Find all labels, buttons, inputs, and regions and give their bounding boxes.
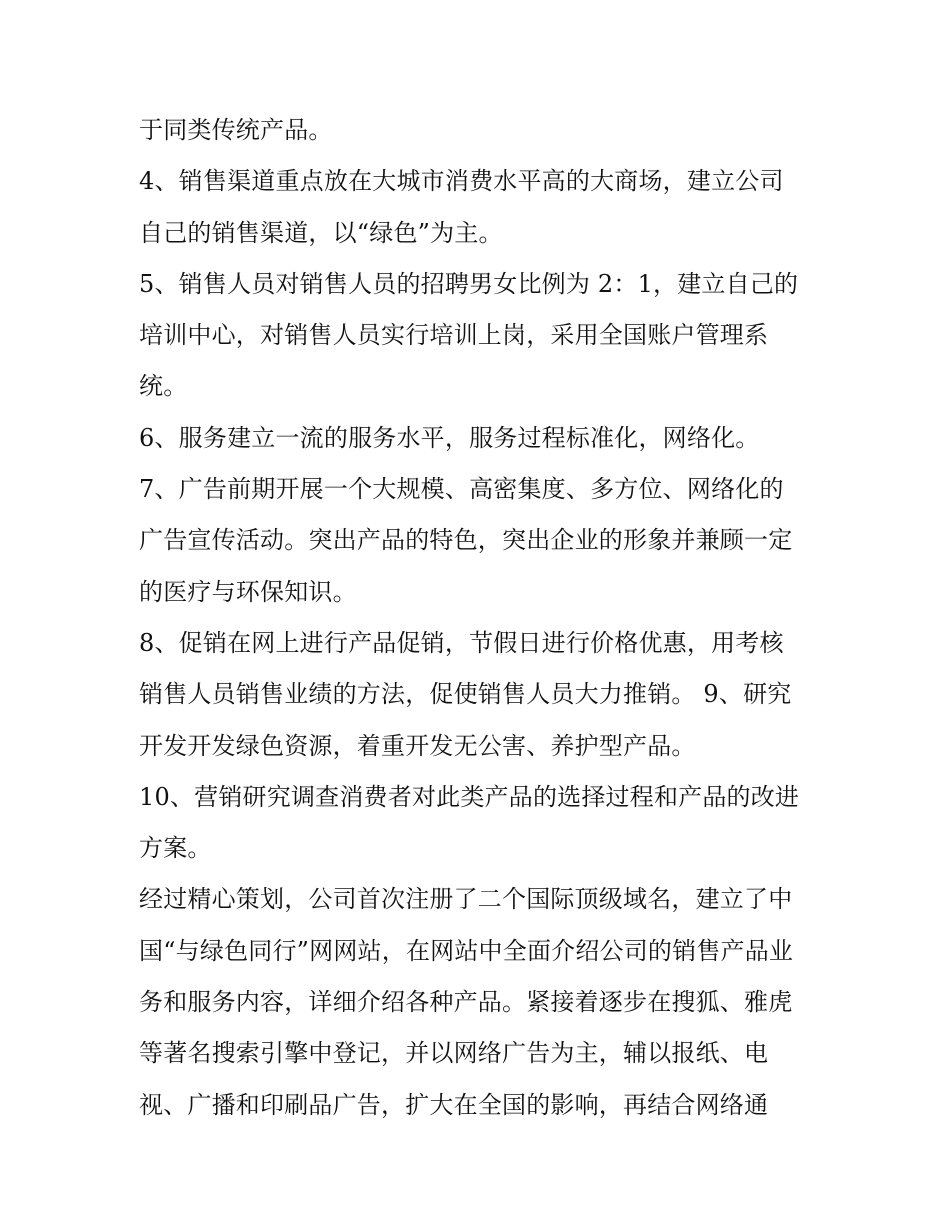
text-line: 务和服务内容，详细介绍各种产品。紧接着逐步在搜狐、雅虎 (139, 988, 793, 1017)
text-line: 4、销售渠道重点放在大城市消费水平高的大商场，建立公司 (139, 167, 784, 196)
text-line: 10、营销研究调查消费者对此类产品的选择过程和产品的改进 (139, 782, 800, 811)
text-line: 培训中心，对销售人员实行培训上岗，采用全国账户管理系 (139, 321, 769, 350)
text-line: 5、销售人员对销售人员的招聘男女比例为 2：1，建立自己的 (139, 269, 799, 298)
text-line: 销售人员销售业绩的方法，促使销售人员大力推销。 9、研究 (139, 680, 792, 709)
text-line: 等著名搜索引擎中登记，并以网络广告为主，辅以报纸、电 (139, 1039, 769, 1068)
text-line: 7、广告前期开展一个大规模、高密集度、多方位、网络化的 (139, 475, 784, 504)
text-line: 视、广播和印刷品广告，扩大在全国的影响，再结合网络通 (139, 1090, 769, 1119)
text-line: 广告宣传活动。突出产品的特色，突出企业的形象并兼顾一定 (139, 526, 793, 555)
text-line: 于同类传统产品。 (139, 116, 333, 144)
text-line: 国“与绿色同行”网网站，在网站中全面介绍公司的销售产品业 (139, 936, 794, 965)
text-line: 统。 (139, 372, 188, 401)
text-line: 8、促销在网上进行产品促销，节假日进行价格优惠，用考核 (139, 628, 784, 657)
text-line: 6、服务建立一流的服务水平，服务过程标准化，网络化。 (139, 423, 760, 452)
text-line: 方案。 (139, 834, 212, 863)
text-line: 开发开发绿色资源，着重开发无公害、养护型产品。 (139, 731, 696, 760)
body-text (139, 105, 829, 1131)
text-line: 经过精心策划，公司首次注册了二个国际顶级域名，建立了中 (139, 885, 793, 914)
text-line: 自己的销售渠道，以“绿色”为主。 (139, 218, 503, 247)
text-line: 的医疗与环保知识。 (139, 577, 357, 606)
